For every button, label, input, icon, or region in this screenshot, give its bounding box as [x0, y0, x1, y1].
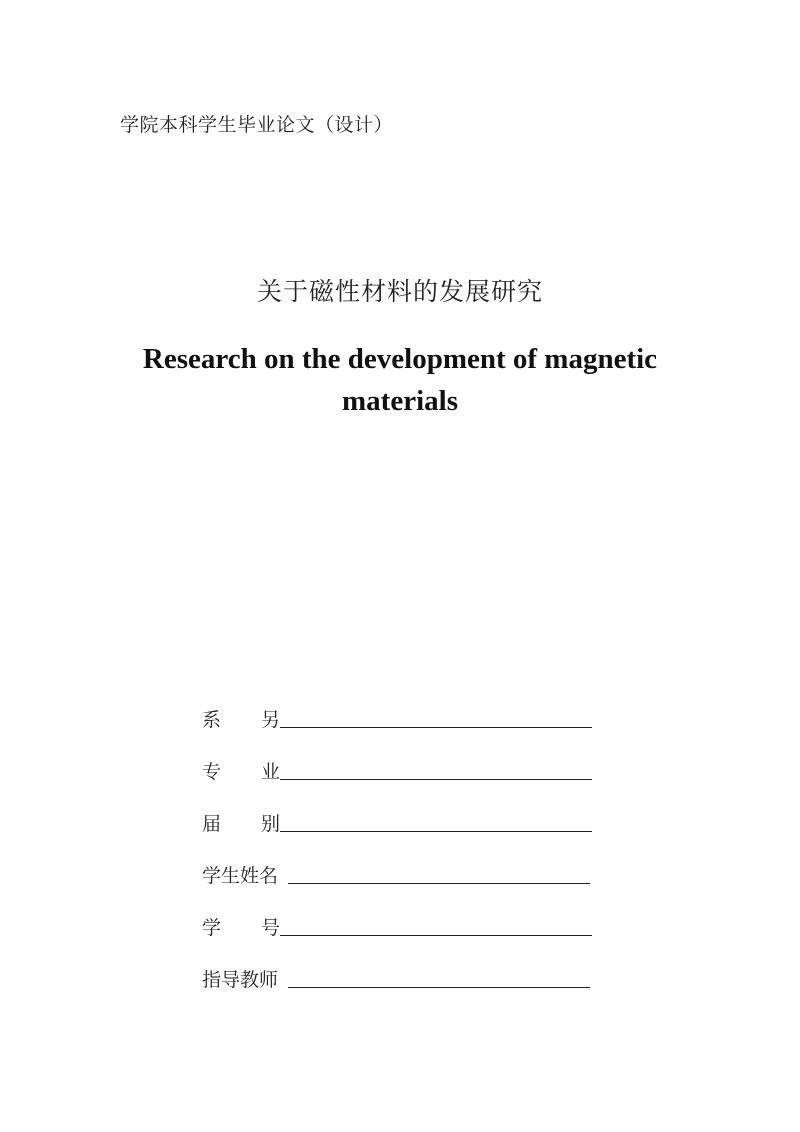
field-label — [202, 809, 280, 836]
field-department — [202, 680, 592, 732]
field-major — [202, 732, 592, 784]
thesis-header: 学院本科学生毕业论文（设计） — [120, 114, 394, 136]
label-char: 别 — [260, 813, 280, 835]
class-year-blank-line — [280, 811, 592, 832]
label-char: 届 — [202, 813, 222, 835]
label-char: 学 — [202, 917, 222, 939]
field-label — [202, 913, 280, 940]
field-label — [202, 705, 280, 732]
field-student-name — [202, 836, 592, 888]
student-id-blank-line — [280, 915, 592, 936]
field-class-year — [202, 784, 592, 836]
title-english: Research on the development of magnetic materials — [142, 343, 658, 417]
field-label — [202, 757, 280, 784]
major-blank-line — [280, 759, 592, 780]
field-label: 指导教师 — [202, 969, 279, 991]
label-char: 号 — [260, 917, 280, 939]
field-label: 学生姓名 — [202, 865, 279, 887]
label-char: 另 — [260, 709, 280, 731]
title-chinese: 关于磁性材料的发展研究 — [256, 277, 543, 306]
student-name-blank-line — [288, 863, 590, 884]
label-char: 专 — [202, 761, 222, 783]
label-char: 业 — [260, 761, 280, 783]
info-fields — [202, 680, 592, 992]
field-advisor — [202, 940, 592, 992]
field-student-id — [202, 888, 592, 940]
department-blank-line — [280, 707, 592, 728]
advisor-blank-line — [288, 967, 590, 988]
label-char: 系 — [202, 709, 222, 731]
